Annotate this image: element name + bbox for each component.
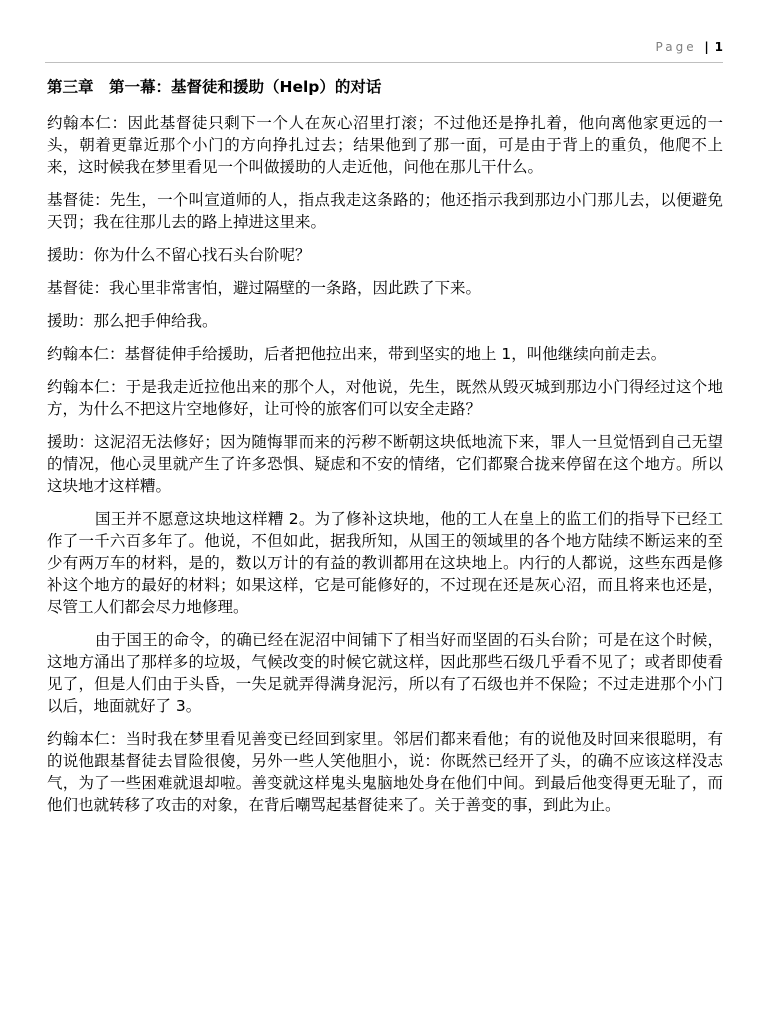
paragraph-5: 援助：那么把手伸给我。 (47, 312, 218, 330)
document-body (47, 76, 723, 827)
page-separator: | (704, 40, 709, 54)
paragraph-6: 约翰本仁：基督徒伸手给援助，后者把他拉出来，带到坚实的地上 1，叫他继续向前走去。 (47, 345, 667, 363)
chapter-heading: 第三章 第一幕：基督徒和援助（Help）的对话 (47, 78, 382, 96)
page-number: 1 (714, 40, 723, 54)
paragraph-11: 约翰本仁：当时我在梦里看见善变已经回到家里。邻居们都来看他；有的说他及时回来很聪明，有的说他跟基督徒去冒险很傻，另外一些人笑他胆小，说：你既然已经开了头，的确不应该这样没志气，为了一些困难就退却啦。善变就这样鬼头鬼脑地处身在他们中间。到最后他变得更无耻了，而他们也就转移了攻击的对象，在背后嘲骂起基督徒来了。关于善变的事，到此为止。 (47, 730, 723, 814)
paragraph-7: 约翰本仁：于是我走近拉他出来的那个人，对他说，先生，既然从毁灭城到那边小门得经过这个地方，为什么不把这片空地修好，让可怜的旅客们可以安全走路？ (47, 378, 723, 418)
paragraph-8: 援助：这泥沼无法修好；因为随悔罪而来的污秽不断朝这块低地流下来，罪人一旦觉悟到自己无望的情况，他心灵里就产生了许多恐惧、疑虑和不安的情绪，它们都聚合拢来停留在这个地方。所以这块地才这样糟。 (47, 433, 723, 495)
page-label: Page (655, 40, 697, 54)
paragraph-2: 基督徒：先生，一个叫宣道师的人，指点我走这条路的；他还指示我到那边小门那儿去，以便避免天罚；我在往那儿去的路上掉进这里来。 (47, 191, 723, 231)
paragraph-9: 国王并不愿意这块地这样糟 2。为了修补这块地，他的工人在皇上的监工们的指导下已经工作了一千六百多年了。他说，不但如此，据我所知，从国王的领域里的各个地方陆续不断运来的至少有两万车的材料，是的，数以万计的有益的教训都用在这块地上。内行的人都说，这些东西是修补这个地方的最好的材料；如果这样，它是可能修好的，不过现在还是灰心沼，而且将来也还是，尽管工人们都会尽力地修理。 (47, 510, 723, 616)
paragraph-4: 基督徒：我心里非常害怕，避过隔壁的一条路，因此跌了下来。 (47, 279, 482, 297)
paragraph-1: 约翰本仁：因此基督徒只剩下一个人在灰心沼里打滚；不过他还是挣扎着，他向离他家更远的一头，朝着更靠近那个小门的方向挣扎过去；结果他到了那一面，可是由于背上的重负，他爬不上来，这时候我在梦里看见一个叫做援助的人走近他，问他在那儿干什么。 (47, 114, 723, 176)
page-header (45, 40, 723, 63)
paragraph-10: 由于国王的命令，的确已经在泥沼中间铺下了相当好而坚固的石头台阶；可是在这个时候，这地方涌出了那样多的垃圾，气候改变的时候它就这样，因此那些石级几乎看不见了；或者即使看见了，但是人们由于头昏，一失足就弄得满身泥污，所以有了石级也并不保险；不过走进那个小门以后，地面就好了 3。 (47, 631, 723, 715)
paragraph-3: 援助：你为什么不留心找石头台阶呢？ (47, 246, 311, 264)
